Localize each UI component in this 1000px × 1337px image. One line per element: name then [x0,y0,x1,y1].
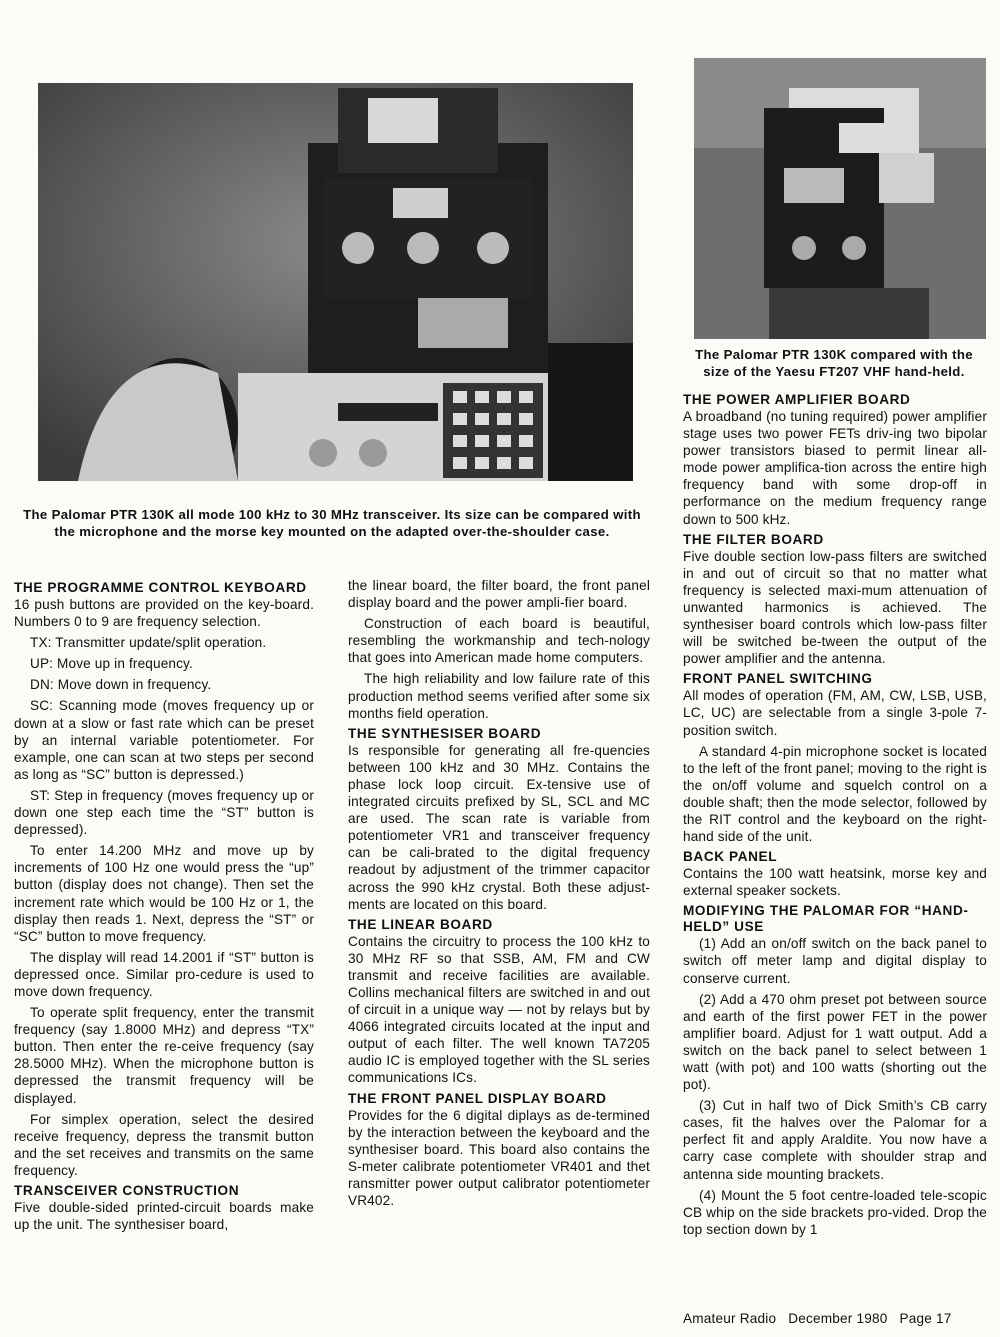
heading-display: THE FRONT PANEL DISPLAY BOARD [348,1090,607,1106]
column-2 [348,577,650,1213]
paragraph: For simplex operation, select the desired receive frequency, depress the transmit button and the set receives and transmits on the same frequency. [14,1111,314,1178]
paragraph: DN: Move down in frequency. [30,677,212,693]
paragraph: 16 push buttons are provided on the key-board. Numbers 0 to 9 are frequency selection. [14,597,314,630]
paragraph: The high reliability and low failure rate of this production method seems verified after some six months field operation. [348,671,650,721]
paragraph: ST: Step in frequency (moves frequency up or down one step each time the “ST” button is depressed). [14,787,314,838]
paragraph: Provides for the 6 digital diplays as de-termined by the interaction between the keyboard and the synthesiser board. This board also contains the S-meter calibrate potentiometer VR401 and thet ransmitter power output calibrator potentiometer VR402. [348,1107,650,1208]
paragraph: Is responsible for generating all fre-quencies between 100 kHz and 30 MHz. Contains the phase lock loop circuit. Ex-tensive use of integrated circuits prefixed by SL, SCL and MC are used. The scan rate is variable from potentiometer VR1 and transceiver frequency can be cali-brated to the digital frequency readout by adjustment of the trimmer capacitor across the 990 kHz crystal. Both these adjust-ments are located on this board. [348,742,650,912]
paragraph: (2) Add a 470 ohm preset pot between source and earth of the first power FET in the power amplifier board. Adjust for 1 watt output. Add a switch on the back panel to select between 1 watt (with pot) and 100 watts (shorting out the pot). [683,991,987,1093]
paragraph: UP: Move up in frequency. [30,656,193,672]
paragraph: (3) Cut in half two of Dick Smith’s CB carry cases, fit the halves over the Palomar for a perfect fit and apply Araldite. You now have a carry case complete with shoulder strap and antenna side mounting brackets. [683,1098,987,1182]
paragraph: Construction of each board is beautiful, resembling the workmanship and tech-nology that goes into American made home computers. [348,616,650,666]
paragraph: the linear board, the filter board, the front panel display board and the power ampli-fier board. [348,578,650,611]
photo-transceiver-caption: The Palomar PTR 130K all mode 100 kHz to 30 MHz transceiver. Its size can be compared with the microphone and the morse key mounted on the adapted over-the-shoulder case. [23,507,641,539]
paragraph: To operate split frequency, enter the transmit frequency (say 1.8000 MHz) and depress “TX” button. Then enter the re-ceive frequency (say 28.5000 MHz). When the microphone button is depressed the transmit frequency will be displayed. [14,1005,314,1106]
photo-transceiver [38,83,633,481]
heading-back-panel: BACK PANEL [683,849,778,865]
paragraph: The display will read 14.2001 if “ST” button is depressed once. Similar pro-cedure is used to move down frequency. [14,949,314,999]
paragraph: TX: Transmitter update/split operation. [30,635,267,651]
paragraph: Contains the 100 watt heatsink, morse key and external speaker sockets. [683,866,987,899]
paragraph: Five double section low-pass filters are switched in and out of circuit so that no matter what frequency is selected maxi-mum attenuation of unwanted harmonics is achieved. The synthesiser board controls which low-pass filter will be switched be-tween the output of the power amplifier and the antenna. [683,548,987,667]
column-1 [14,577,314,1237]
column-3 [683,389,987,1242]
heading-modifying: MODIFYING THE PALOMAR FOR “HAND-HELD” USE [683,903,969,935]
heading-front-panel: FRONT PANEL SWITCHING [683,671,873,687]
paragraph: Contains the circuitry to process the 100 kHz to 30 MHz RF so that SSB, AM, FM and CW transmit and receive facilities are available. Collins mechanical filters are switched in and out of circuit in a unique way — not by relays but by 4066 integrated circuits located at the input and output of each filter. The well known TA7205 audio IC is employed together with the SL series communications ICs. [348,933,650,1086]
paragraph: Five double-sided printed-circuit boards make up the unit. The synthesiser board, [14,1200,314,1233]
paragraph: (4) Mount the 5 foot centre-loaded tele-scopic CB whip on the side brackets pro-vided. Drop the top section down by 1 [683,1187,987,1237]
paragraph: All modes of operation (FM, AM, CW, LSB, USB, LC, UC) are selectable from a single 3-pole 7-position switch. [683,688,987,738]
paragraph: A broadband (no tuning required) power amplifier stage uses two power FETs driv-ing two bipolar power transistors biased to permit linear all-mode power amplifica-tion across the entire high frequency band with some drop-off in performance on the medium frequency range down to 500 kHz. [683,409,987,527]
photo-size-comparison-caption: The Palomar PTR 130K compared with the size of the Yaesu FT207 VHF hand-held. [695,347,973,379]
photo-size-comparison [694,58,986,339]
heading-filter: THE FILTER BOARD [683,531,824,547]
heading-power-amplifier: THE POWER AMPLIFIER BOARD [683,392,911,407]
paragraph: To enter 14.200 MHz and move up by increments of 100 Hz one would press the “up” button (display does not change). Then set the increment rate which would be 100 Hz or 1, the display then reads 1. Next, depress the “ST” or “SC” button to move frequency. [14,843,314,944]
paragraph: SC: Scanning mode (moves frequency up or down at a slow or fast rate which can be preset by an internal variable potentiometer. For example, one can scan at two steps per second as long as “SC” button is depressed.) [14,698,314,782]
heading-synthesiser: THE SYNTHESISER BOARD [348,725,542,741]
paragraph: A standard 4-pin microphone socket is located to the left of the front panel; moving to the right is the on/off volume and squelch control on a double shaft; then the mode selector, followed by the RIT control and the keyboard on the right-hand side of the unit. [683,743,987,845]
heading-construction: TRANSCEIVER CONSTRUCTION [14,1183,240,1198]
heading-linear: THE LINEAR BOARD [348,916,493,932]
page-footer: Amateur Radio December 1980 Page 17 [683,1311,952,1326]
paragraph: (1) Add an on/off switch on the back panel to switch off meter lamp and digital display to conserve current. [683,936,987,986]
heading-keyboard: THE PROGRAMME CONTROL KEYBOARD [14,580,307,595]
